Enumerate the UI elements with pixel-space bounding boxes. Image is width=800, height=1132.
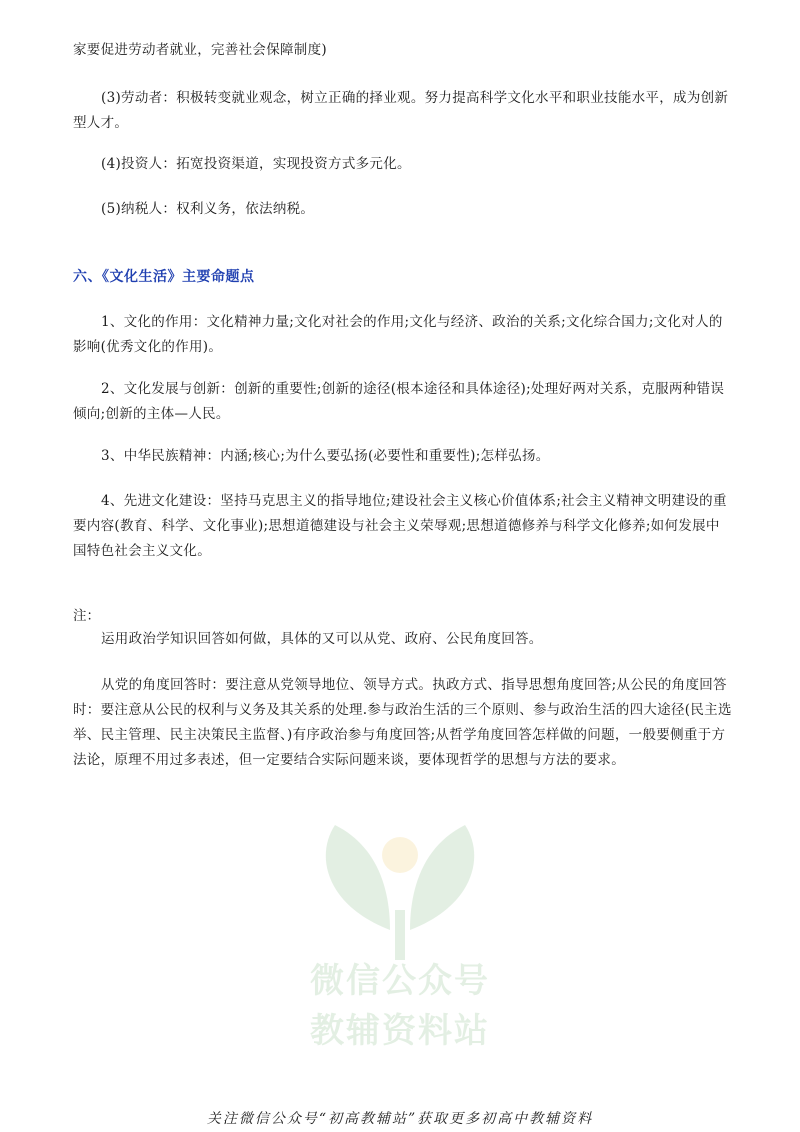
note-paragraph: 从党的角度回答时：要注意从党领导地位、领导方式。执政方式、指导思想角度回答;从公民的角度回答时：要注意从公民的权利与义务及其关系的处理.参与政治生活的三个原则、参与政治生活的四大途径(民主选举、民主管理、民主决策民主监督、)有序政治参与角度回答;从哲学角度回答怎样做的问题，一般要侧重于方法论，原理不用过多表述，但一定要结合实际问题来谈，要体现哲学的思想与方法的要求。	[73, 677, 732, 768]
paragraph-investor: (4)投资人：拓宽投资渠道，实现投资方式多元化。	[101, 156, 411, 172]
paragraph-intro: 家要促进劳动者就业，完善社会保障制度)	[73, 42, 327, 58]
section-item-4: 4、先进文化建设：坚持马克思主义的指导地位;建设社会主义核心价值体系;社会主义精神文明建设的重要内容(教育、科学、文化事业);思想道德建设与社会主义荣辱观;思想道德修养与科学文化修养;如何发展中国特色社会主义文化。	[73, 493, 727, 559]
page-footer: 关注微信公众号“初高教辅站”获取更多初高中教辅资料	[206, 1111, 594, 1127]
section-item-1: 1、文化的作用：文化精神力量;文化对社会的作用;文化与经济、政治的关系;文化综合国力;文化对人的影响(优秀文化的作用)。	[73, 314, 723, 355]
section-heading: 六、《文化生活》主要命题点	[73, 269, 255, 285]
watermark-text-2: 教辅资料站	[310, 1011, 490, 1051]
watermark-text-1: 微信公众号	[310, 961, 490, 1001]
section-item-3: 3、中华民族精神：内涵;核心;为什么要弘扬(必要性和重要性);怎样弘扬。	[101, 448, 550, 464]
leaf-logo-icon	[295, 815, 505, 965]
section-item-2: 2、文化发展与创新：创新的重要性;创新的途径(根本途径和具体途径);处理好两对关系，克服两种错误倾向;创新的主体—人民。	[73, 381, 725, 422]
paragraph-taxpayer: (5)纳税人：权利义务，依法纳税。	[101, 201, 315, 217]
paragraph-laborer: (3)劳动者：积极转变就业观念，树立正确的择业观。努力提高科学文化水平和职业技能水平，成为创新型人才。	[73, 90, 729, 131]
watermark-logo	[295, 815, 505, 1055]
note-label: 注：	[73, 608, 100, 624]
note-line: 运用政治学知识回答如何做，具体的又可以从党、政府、公民角度回答。	[101, 631, 543, 647]
